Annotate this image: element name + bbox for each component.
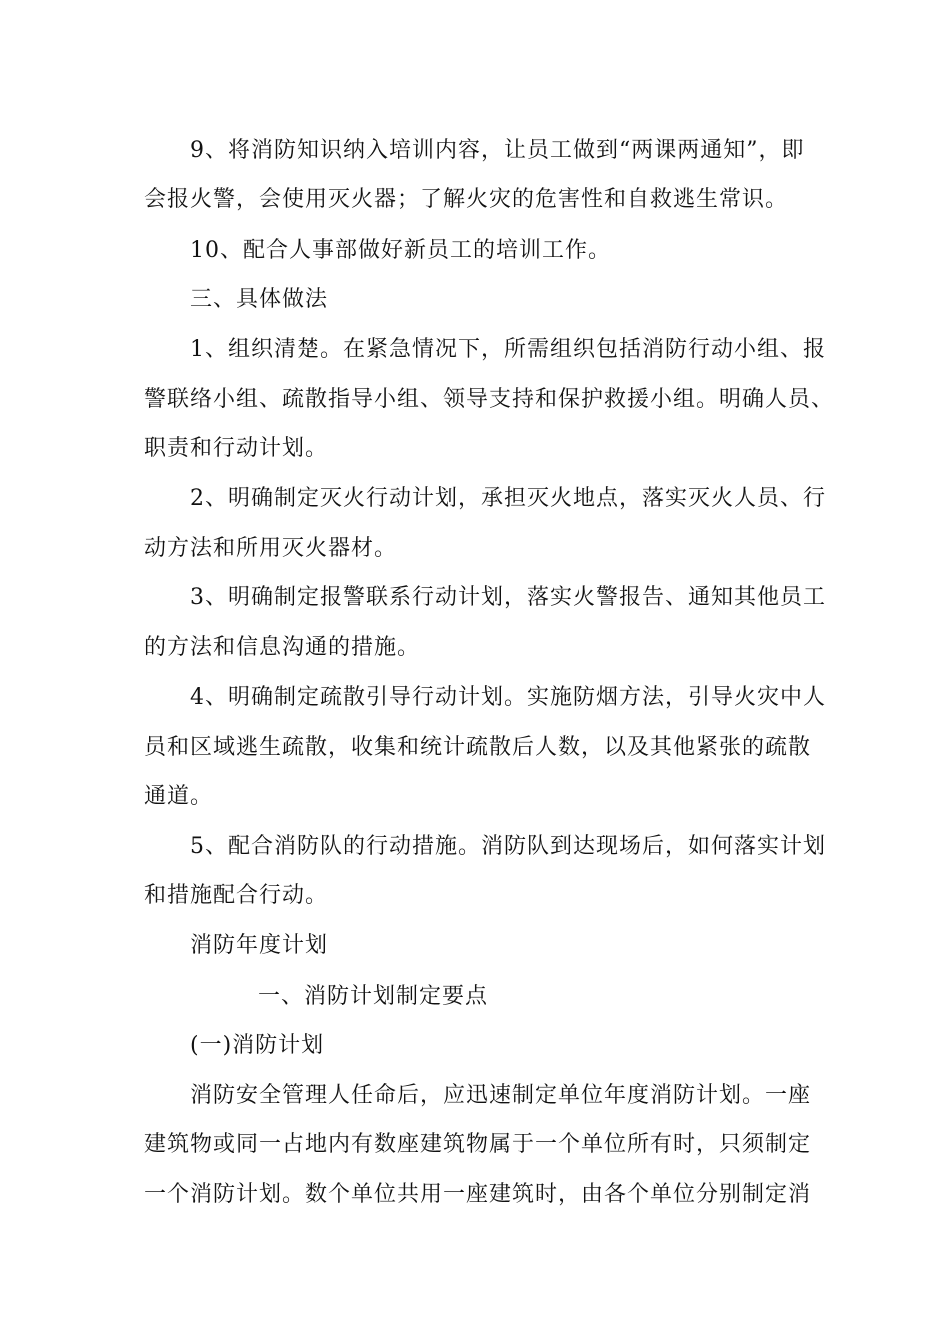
text-line: 3、明确制定报警联系行动计划，落实火警报告、通知其他员工 [190,585,826,610]
text-line: 10、配合人事部做好新员工的培训工作。 [190,238,611,263]
text-line: 2、明确制定灭火行动计划，承担灭火地点，落实灭火人员、行 [190,486,826,511]
text-line: 消防安全管理人任命后，应迅速制定单位年度消防计划。一座 [190,1083,812,1108]
text-line: 会报火警，会使用灭火器；了解火灾的危害性和自救逃生常识。 [144,187,789,212]
text-line: 职责和行动计划。 [144,436,329,461]
text-line: 和措施配合行动。 [144,883,329,908]
text-line: 建筑物或同一占地内有数座建筑物属于一个单位所有时，只须制定 [144,1132,812,1157]
text-line: 的方法和信息沟通的措施。 [144,635,421,660]
subsection-heading: (一)消防计划 [190,1033,325,1058]
section-heading: 三、具体做法 [190,287,329,312]
text-line: 警联络小组、疏散指导小组、领导支持和保护救援小组。明确人员、 [144,387,835,412]
text-line: 9、将消防知识纳入培训内容，让员工做到“两课两通知”，即 [190,138,805,163]
section-heading: 一、消防计划制定要点 [258,984,489,1009]
text-line: 4、明确制定疏散引导行动计划。实施防烟方法，引导火灾中人 [190,685,826,710]
text-line: 员和区域逃生疏散，收集和统计疏散后人数，以及其他紧张的疏散 [144,735,812,760]
text-line: 通道。 [144,784,214,809]
text-line: 动方法和所用灭火器材。 [144,536,398,561]
text-line: 一个消防计划。数个单位共用一座建筑时，由各个单位分别制定消 [144,1182,812,1207]
text-line: 1、组织清楚。在紧急情况下，所需组织包括消防行动小组、报 [190,337,826,362]
document-title: 消防年度计划 [190,933,329,958]
text-line: 5、配合消防队的行动措施。消防队到达现场后，如何落实计划 [190,834,826,859]
